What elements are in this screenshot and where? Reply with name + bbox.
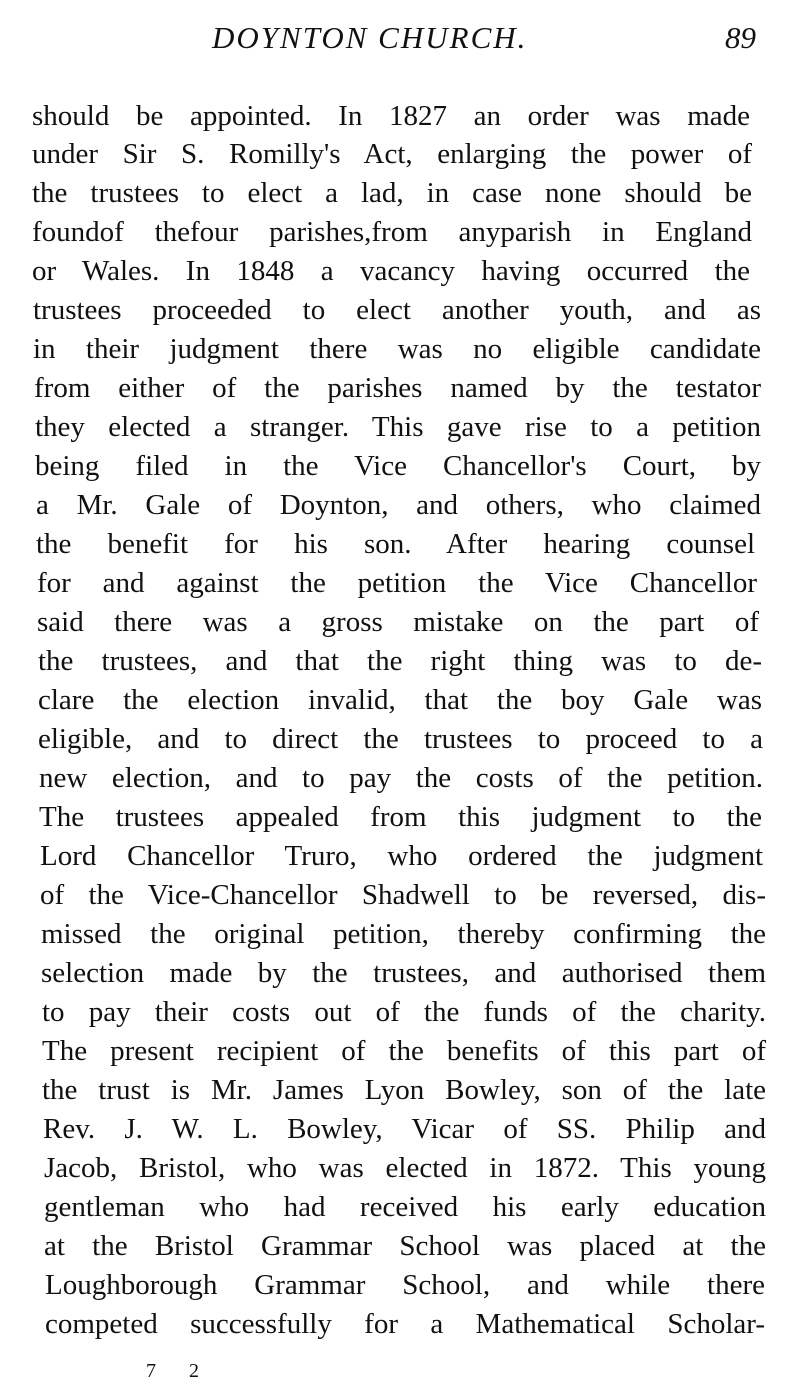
- text-line: new election, and to pay the costs of the petition.: [39, 762, 763, 794]
- text-line: a Mr. Gale of Doynton, and others, who claimed: [36, 489, 761, 521]
- text-line: of the Vice-Chancellor Shadwell to be reversed, dis-: [40, 879, 766, 911]
- text-line: the benefit for his son. After hearing counsel: [36, 528, 755, 560]
- page-number: 89: [725, 20, 756, 55]
- text-line: from either of the parishes named by the testator: [34, 372, 761, 404]
- text-line: the trustees, and that the right thing was to de-: [38, 645, 762, 677]
- text-line: selection made by the trustees, and authorised them: [41, 957, 766, 989]
- text-line: foundof thefour parishes,from anyparish in England: [32, 216, 752, 248]
- text-line: clare the election invalid, that the boy Gale was: [38, 684, 762, 716]
- text-line: the trust is Mr. James Lyon Bowley, son of the late: [42, 1074, 766, 1106]
- text-line: the trustees to elect a lad, in case none should be: [32, 177, 752, 209]
- text-line: Loughborough Grammar School, and while there: [45, 1269, 765, 1301]
- text-line: Jacob, Bristol, who was elected in 1872. This young: [44, 1152, 766, 1184]
- text-line: to pay their costs out of the funds of the charity.: [42, 996, 766, 1028]
- text-line: missed the original petition, thereby confirming the: [41, 918, 766, 950]
- text-line: should be appointed. In 1827 an order was made: [32, 100, 750, 132]
- text-line: or Wales. In 1848 a vacancy having occurred the: [32, 255, 750, 287]
- running-title: DOYNTON CHURCH.: [212, 20, 528, 55]
- signature-mark: 7 2: [146, 1360, 213, 1382]
- text-line: at the Bristol Grammar School was placed at the: [44, 1230, 766, 1262]
- text-line: under Sir S. Romilly's Act, enlarging the power of: [32, 138, 752, 170]
- text-line: for and against the petition the Vice Chancellor: [37, 567, 757, 599]
- text-line: The present recipient of the benefits of this part of: [42, 1035, 766, 1067]
- text-line: they elected a stranger. This gave rise to a petition: [35, 411, 761, 443]
- running-head: [0, 14, 800, 64]
- text-line: The trustees appealed from this judgment to the: [39, 801, 762, 833]
- text-line: in their judgment there was no eligible candidate: [33, 333, 761, 365]
- text-line: Lord Chancellor Truro, who ordered the judgment: [40, 840, 763, 872]
- text-line: gentleman who had received his early education: [44, 1191, 766, 1223]
- text-line: Rev. J. W. L. Bowley, Vicar of SS. Philip and: [43, 1113, 766, 1145]
- text-line: said there was a gross mistake on the part of: [37, 606, 759, 638]
- text-line: trustees proceeded to elect another youth, and as: [33, 294, 761, 326]
- text-line: eligible, and to direct the trustees to proceed to a: [38, 723, 763, 755]
- text-line: being filed in the Vice Chancellor's Court, by: [35, 450, 761, 482]
- text-line: competed successfully for a Mathematical Scholar-: [45, 1308, 765, 1340]
